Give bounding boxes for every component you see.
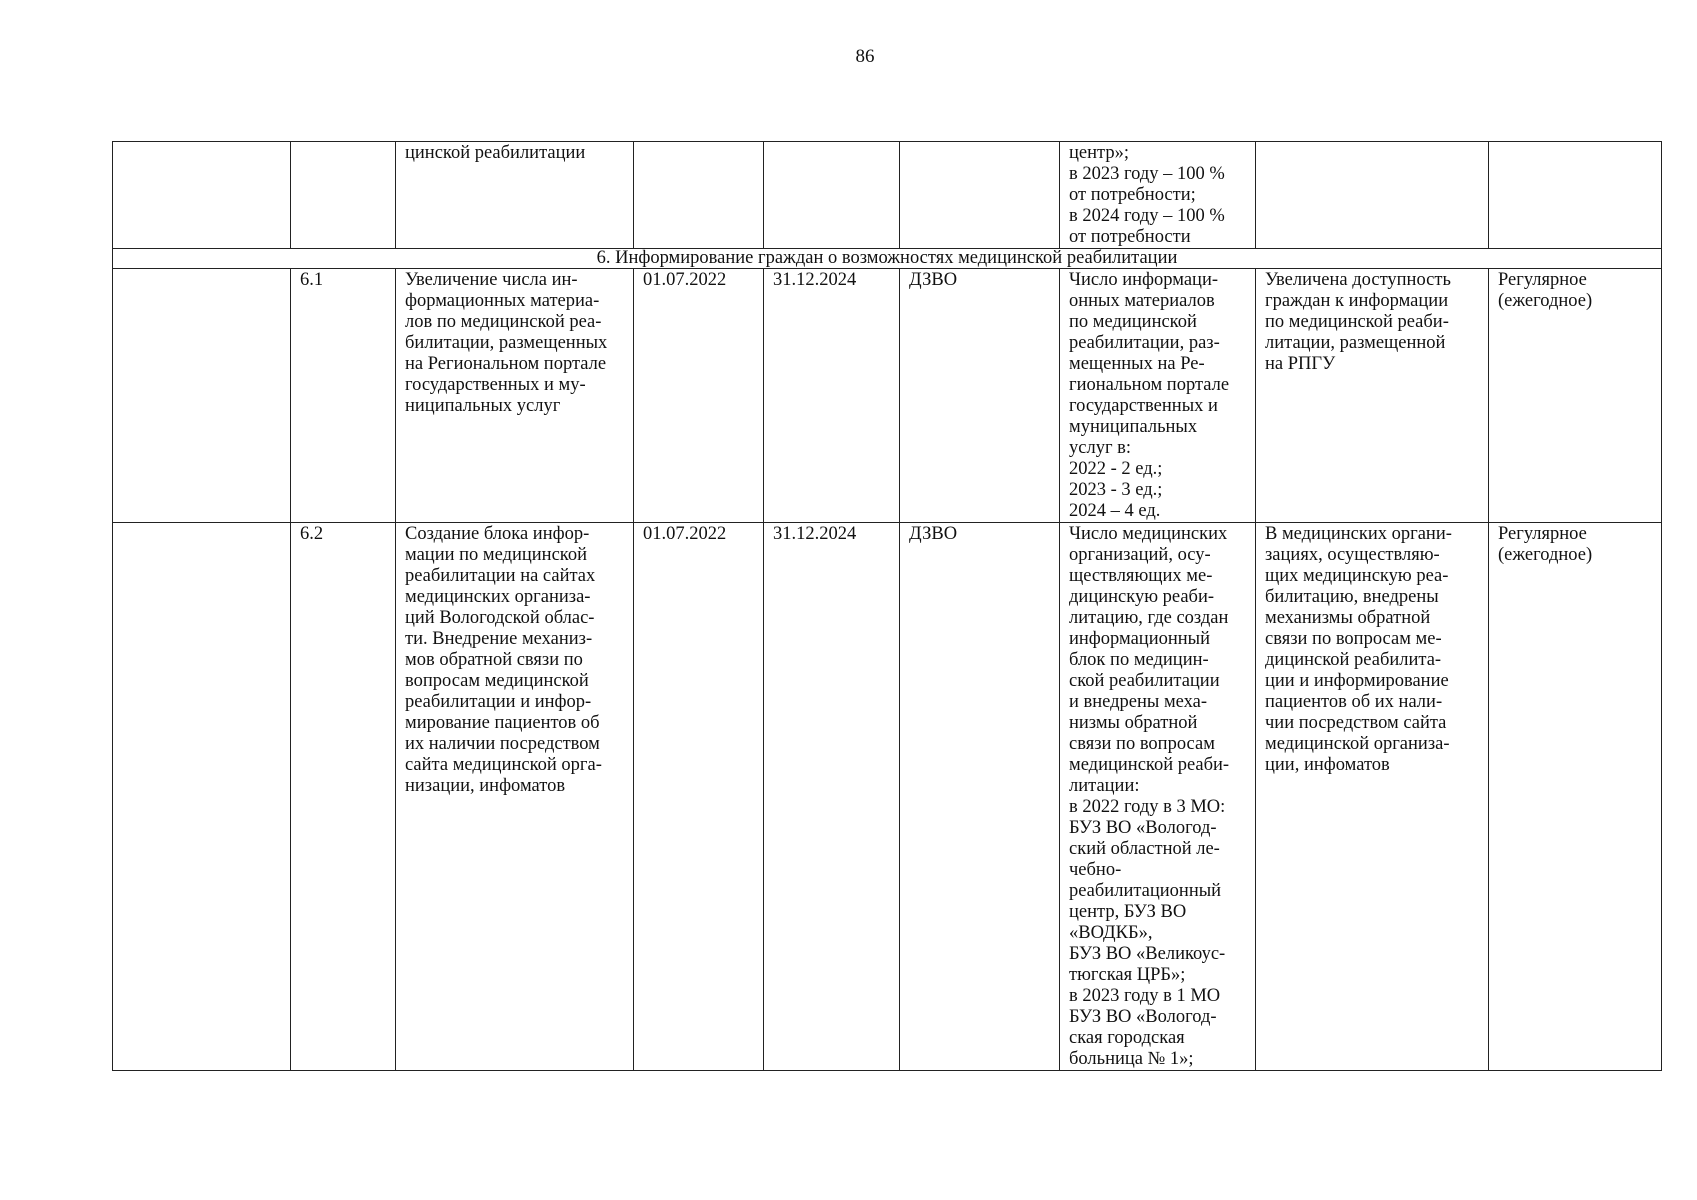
cell-empty — [900, 142, 1060, 249]
cell-frequency: Регулярное (ежегодное) — [1489, 523, 1662, 1071]
cell-executor: ДЗВО — [900, 269, 1060, 523]
cell-empty — [764, 142, 900, 249]
cell-number: 6.1 — [291, 269, 396, 523]
section-heading: 6. Информирование граждан о возможностях медицинской реабилитации — [113, 249, 1662, 269]
cell-empty — [113, 269, 291, 523]
cell-empty — [113, 142, 291, 249]
cell-start-date: 01.07.2022 — [634, 523, 764, 1071]
cell-empty — [291, 142, 396, 249]
table-row — [113, 269, 1662, 523]
page-number: 86 — [855, 46, 875, 67]
cell-indicator: Число медицинских организаций, осу- ществляющих ме- дицинскую реаби- литацию, где создан информационный блок по медицин- ской реабилитации и внедрены меха- низмы обратной связи по вопросам медицинской реаби- литации: в 2022 году в 3 МО: БУЗ ВО «Вологод- ский областной ле- чебно- реабилитационный центр, БУЗ ВО «ВОДКБ», БУЗ ВО «Великоус- тюгская ЦРБ»; в 2023 году в 1 МО БУЗ ВО «Вологод- ская городская больница № 1»; — [1060, 523, 1256, 1071]
cell-indicator-continued: центр»; в 2023 году – 100 % от потребности; в 2024 году – 100 % от потребности — [1060, 142, 1256, 249]
cell-action: Увеличение числа ин- формационных материа- лов по медицинской реа- билитации, размещенных на Региональном портале государственных и му- ниципальных услуг — [396, 269, 634, 523]
cell-empty — [634, 142, 764, 249]
cell-executor: ДЗВО — [900, 523, 1060, 1071]
cell-result: Увеличена доступность граждан к информации по медицинской реаби- литации, размещенной на РПГУ — [1256, 269, 1489, 523]
cell-end-date: 31.12.2024 — [764, 269, 900, 523]
cell-empty — [113, 523, 291, 1071]
cell-indicator: Число информаци- онных материалов по медицинской реабилитации, раз- мещенных на Ре- гиональном портале государственных и муниципальных услуг в: 2022 - 2 ед.; 2023 - 3 ед.; 2024 – 4 ед. — [1060, 269, 1256, 523]
table-row-continued — [113, 142, 1662, 249]
table-row — [113, 523, 1662, 1071]
cell-number: 6.2 — [291, 523, 396, 1071]
cell-frequency: Регулярное (ежегодное) — [1489, 269, 1662, 523]
cell-action: Создание блока инфор- мации по медицинской реабилитации на сайтах медицинских организа- ций Вологодской облас- ти. Внедрение механиз- мов обратной связи по вопросам медицинской реабилитации и инфор- мирование пациентов об их наличии посредством сайта медицинской орга- низации, инфоматов — [396, 523, 634, 1071]
cell-start-date: 01.07.2022 — [634, 269, 764, 523]
section-heading-row — [113, 249, 1662, 269]
cell-action-continued: цинской реабилитации — [396, 142, 634, 249]
cell-empty — [1256, 142, 1489, 249]
cell-end-date: 31.12.2024 — [764, 523, 900, 1071]
measures-table — [112, 141, 1662, 1071]
cell-empty — [1489, 142, 1662, 249]
cell-result: В медицинских органи- зациях, осуществляю- щих медицинскую реа- билитацию, внедрены механизмы обратной связи по вопросам ме- дицинской реабилита- ции и информирование пациентов об их нали- чии посредством сайта медицинской организа- ции, инфоматов — [1256, 523, 1489, 1071]
